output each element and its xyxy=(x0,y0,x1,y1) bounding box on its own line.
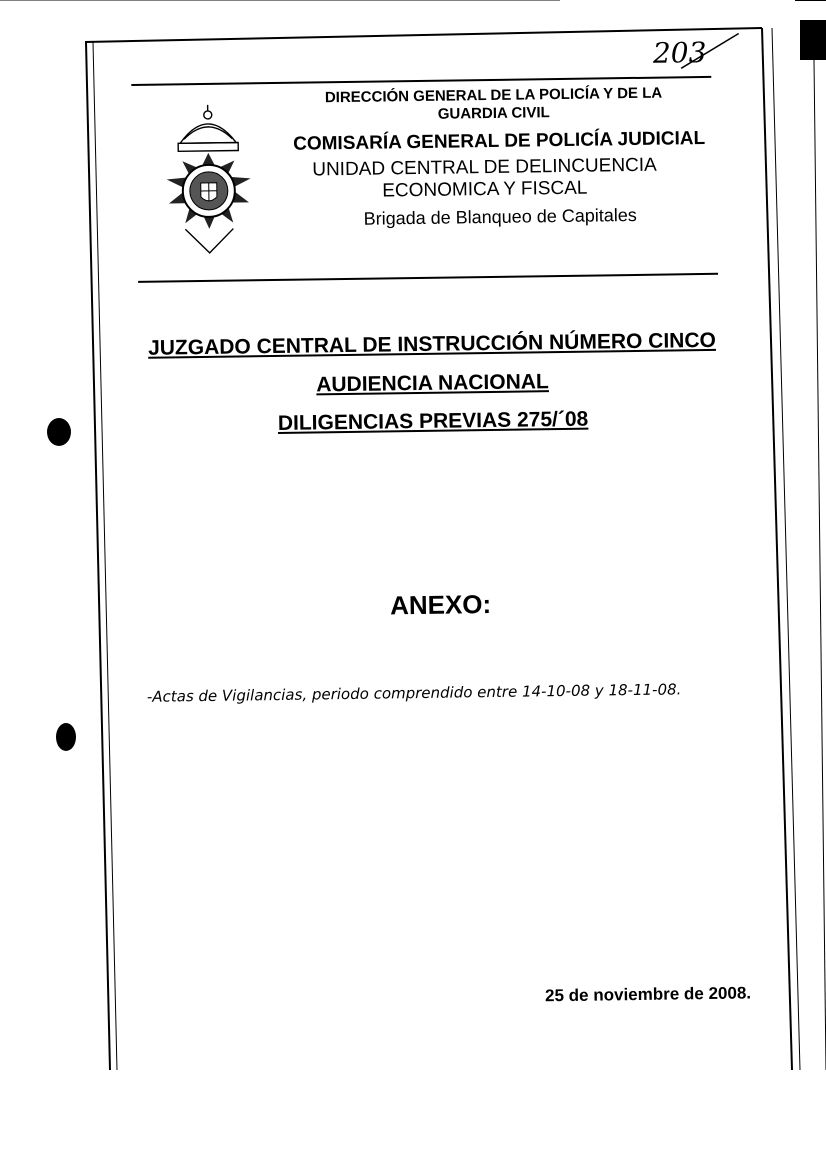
comisaria-general: COMISARÍA GENERAL DE POLICÍA JUDICIAL xyxy=(264,128,734,157)
anexo-heading: ANEXO: xyxy=(300,588,580,623)
brigada: Brigada de Blanqueo de Capitales xyxy=(265,204,735,232)
diligencias-title: DILIGENCIAS PREVIAS 275/´08 xyxy=(128,406,738,439)
police-badge-emblem xyxy=(144,102,274,264)
header-bottom-rule xyxy=(138,273,718,283)
juzgado-title: JUZGADO CENTRAL DE INSTRUCCIÓN NÚMERO CINCO xyxy=(127,329,737,362)
audiencia-title: AUDIENCIA NACIONAL xyxy=(127,368,737,401)
actas-line: -Actas de Vigilancias, periodo comprendido entre 14-10-08 y 18-11-08. xyxy=(147,679,767,706)
handwritten-stroke xyxy=(633,29,744,81)
institution-header xyxy=(263,84,735,232)
document-date: 25 de noviembre de 2008. xyxy=(476,983,751,1007)
handwritten-page-number: 203 xyxy=(653,36,707,70)
direccion-general: DIRECCIÓN GENERAL DE LA POLICÍA Y DE LA GUARDIA CIVIL xyxy=(303,84,683,125)
unidad-central: UNIDAD CENTRAL DE DELINCUENCIA ECONOMICA Y FISCAL xyxy=(294,154,675,203)
